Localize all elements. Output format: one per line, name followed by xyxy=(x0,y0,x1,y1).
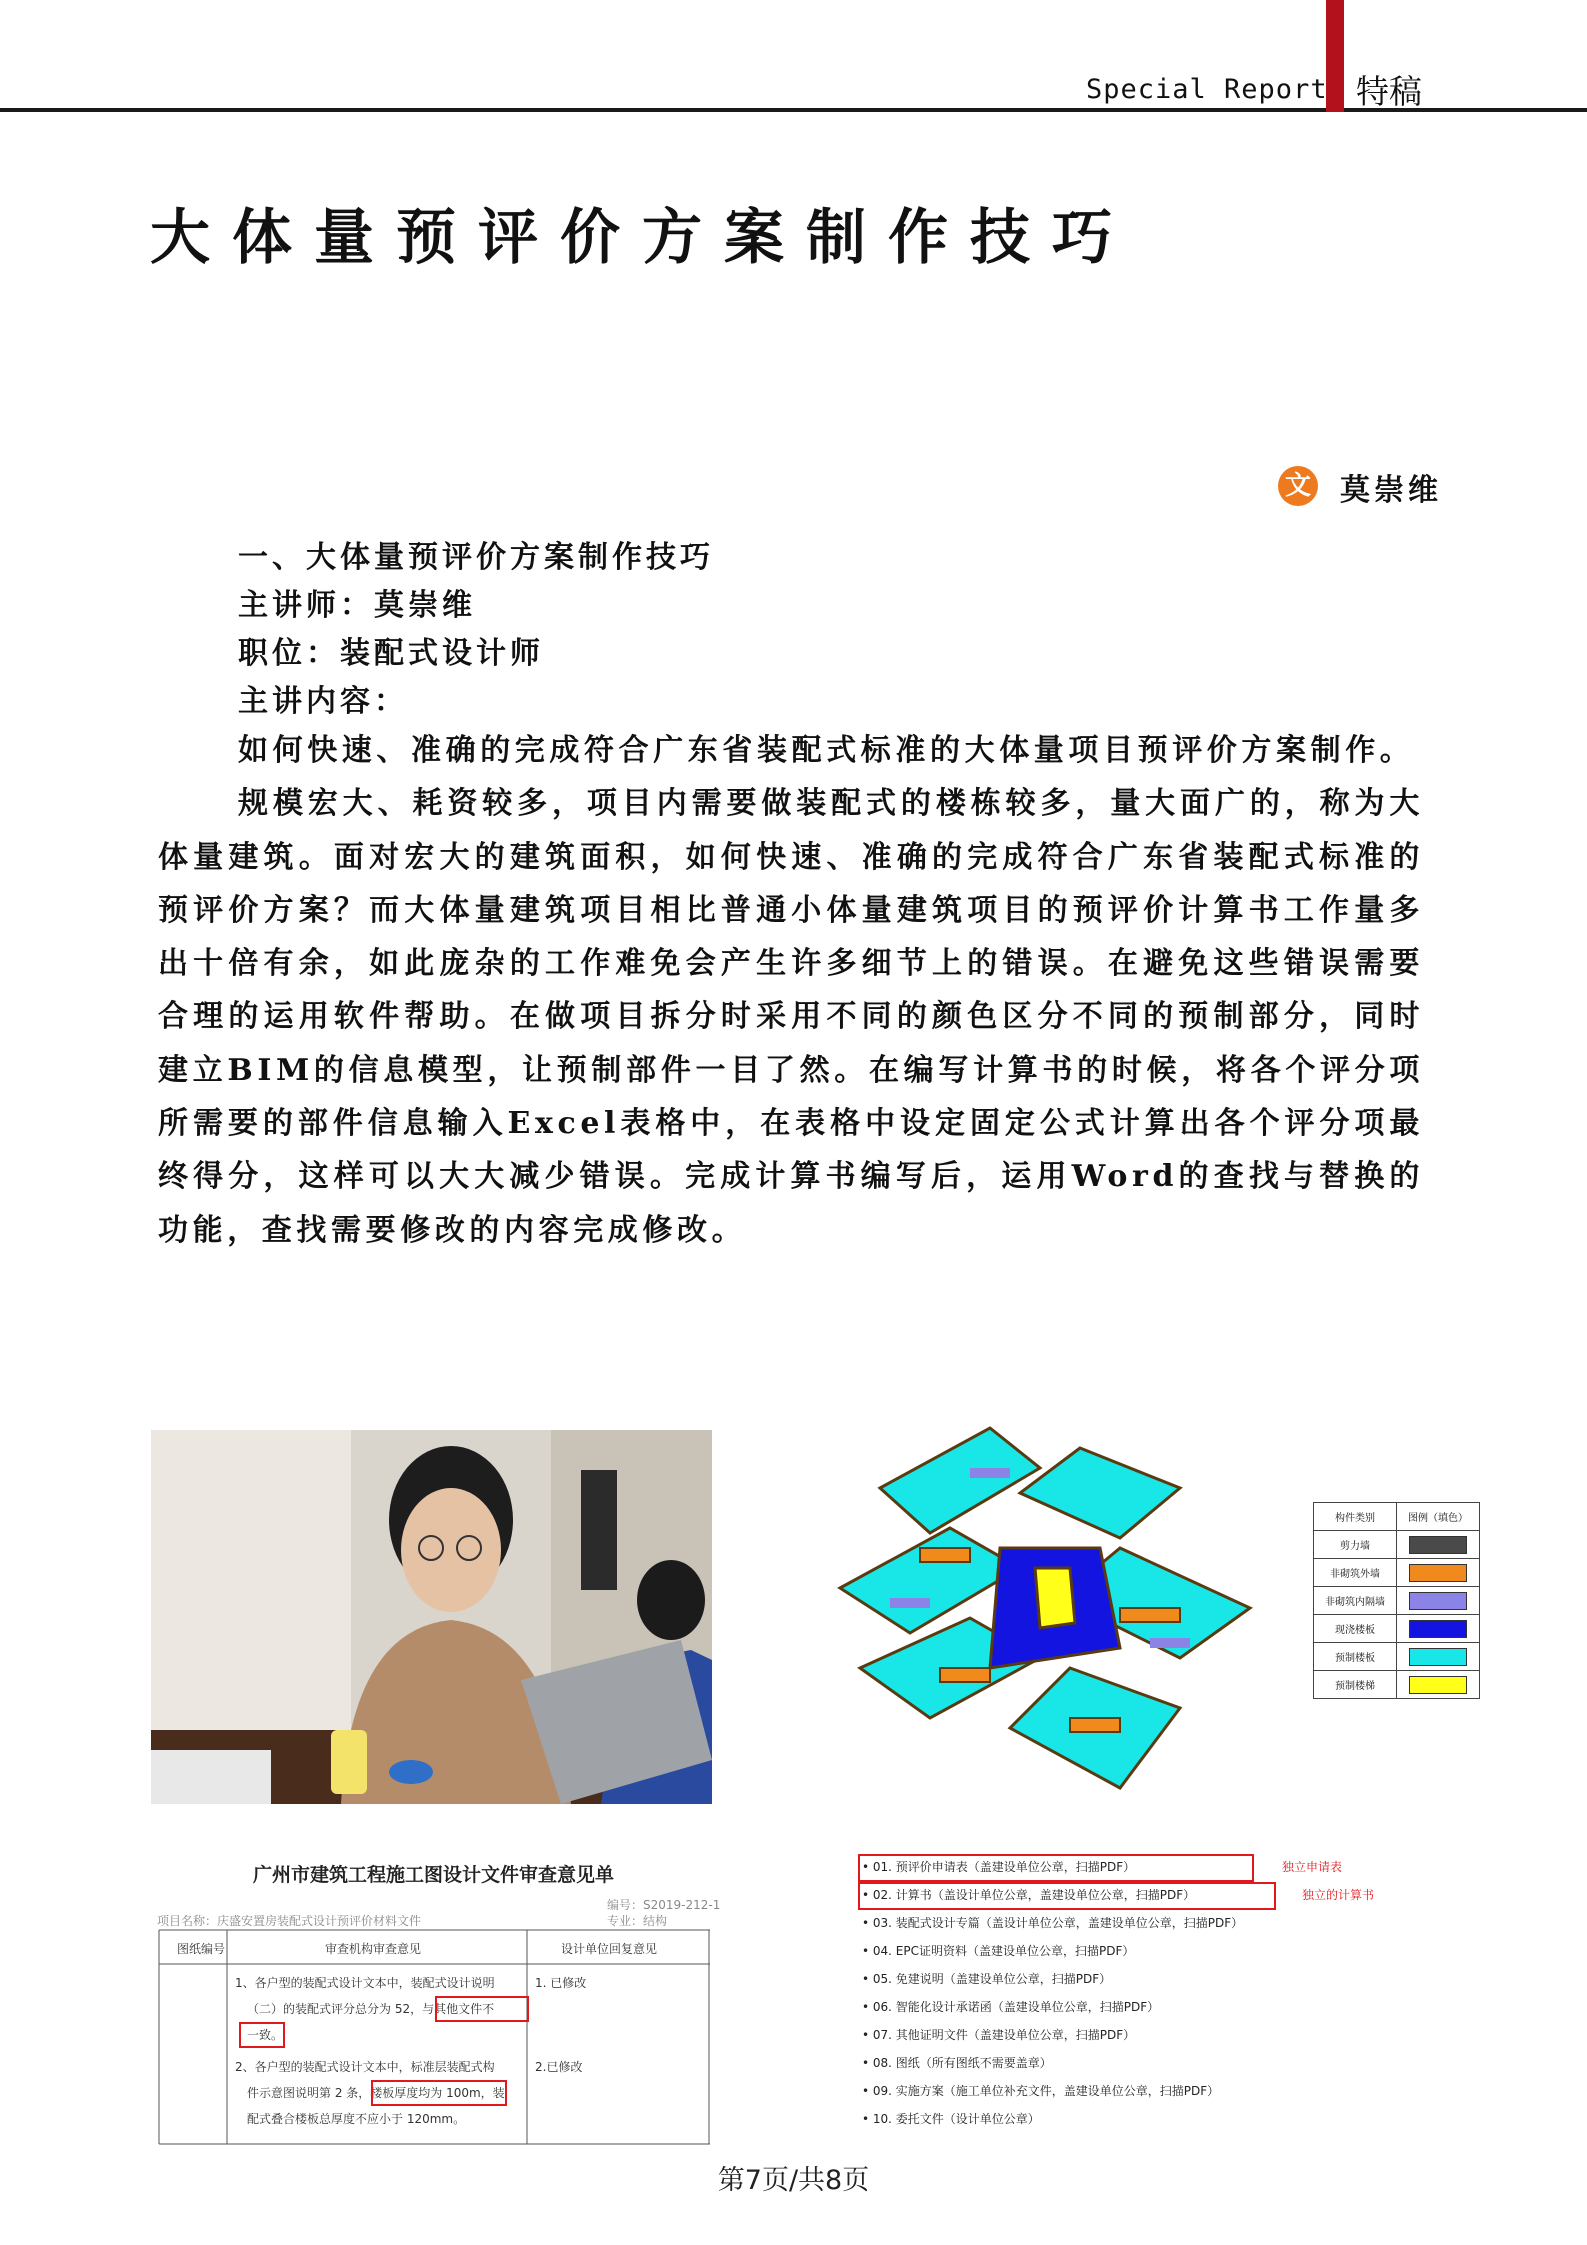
speaker-line: 主讲师：莫崇维 xyxy=(238,588,476,623)
opinion-line: （二）的装配式评分总分为 52，与其他文件不 xyxy=(247,2002,495,2016)
col-header: 图纸编号 xyxy=(177,1942,226,1956)
article-title: 大体量预评价方案制作技巧 xyxy=(150,203,1134,273)
legend-label: 剪力墙 xyxy=(1314,1531,1397,1559)
section-label-english: Special Report xyxy=(1086,74,1328,105)
legend-swatch xyxy=(1409,1592,1467,1610)
col-header: 审查机构审查意见 xyxy=(325,1942,422,1956)
checklist-item: • 01. 预评价申请表（盖建设单位公章，扫描PDF） xyxy=(862,1860,1136,1874)
highlight-box xyxy=(371,2080,507,2106)
reply-line: 1. 已修改 xyxy=(535,1976,587,1990)
author-name: 莫崇维 xyxy=(1340,473,1442,508)
speaker-photo xyxy=(151,1430,712,1804)
opinion-line: 1、各户型的装配式设计文本中，装配式设计说明 xyxy=(235,1976,495,1990)
opinion-line: 2、各户型的装配式设计文本中，标准层装配式构 xyxy=(235,2060,495,2074)
checklist-item: • 09. 实施方案（施工单位补充文件，盖建设单位公章，扫描PDF） xyxy=(862,2084,1220,2098)
bim-model-image xyxy=(820,1408,1300,1828)
content-label: 主讲内容： xyxy=(238,684,408,719)
col-header: 设计单位回复意见 xyxy=(561,1942,658,1956)
checklist-item: • 10. 委托文件（设计单位公章） xyxy=(862,2112,1040,2126)
checklist-item: • 03. 装配式设计专篇（盖设计单位公章，盖建设单位公章，扫描PDF） xyxy=(862,1916,1244,1930)
form-title: 广州市建筑工程施工图设计文件审查意见单 xyxy=(252,1864,614,1886)
form-major: 专业：结构 xyxy=(607,1914,668,1928)
section-label-chinese: 特稿 xyxy=(1356,72,1422,111)
legend-swatch xyxy=(1409,1620,1467,1638)
article-body xyxy=(158,724,1424,1257)
checklist-item: • 06. 智能化设计承诺函（盖建设单位公章，扫描PDF） xyxy=(862,2000,1160,2014)
checklist-note: 独立的计算书 xyxy=(1302,1888,1375,1902)
checklist-item: • 08. 图纸（所有图纸不需要盖章） xyxy=(862,2056,1052,2070)
position-line: 职位：装配式设计师 xyxy=(238,636,544,671)
highlight-box xyxy=(239,2022,285,2048)
legend-table xyxy=(1313,1502,1480,1699)
checklist-item: • 04. EPC证明资料（盖建设单位公章，扫描PDF） xyxy=(862,1944,1135,1958)
checklist-item: • 05. 免建说明（盖建设单位公章，扫描PDF） xyxy=(862,1972,1112,1986)
form-number: 编号：S2019-212-1 xyxy=(607,1898,721,1912)
checklist-item: • 07. 其他证明文件（盖建设单位公章，扫描PDF） xyxy=(862,2028,1136,2042)
opinion-line: 配式叠合楼板总厚度不应小于 120mm。 xyxy=(247,2112,466,2126)
highlight-box xyxy=(435,1996,529,2022)
legend-header: 构件类别 xyxy=(1314,1503,1397,1531)
legend-label: 现浇楼板 xyxy=(1314,1615,1397,1643)
submission-checklist-image xyxy=(862,1858,1382,2140)
legend-swatch xyxy=(1409,1564,1467,1582)
reply-line: 2.已修改 xyxy=(535,2060,583,2074)
legend-swatch xyxy=(1409,1676,1467,1694)
legend-label: 预制楼梯 xyxy=(1314,1671,1397,1699)
page-number: 第7页/共8页 xyxy=(717,2165,870,2196)
paragraph: 如何快速、准确的完成符合广东省装配式标准的大体量项目预评价方案制作。 xyxy=(238,733,1415,768)
legend-swatch xyxy=(1409,1648,1467,1666)
checklist-note: 独立申请表 xyxy=(1282,1860,1343,1874)
checklist-item: • 02. 计算书（盖设计单位公章，盖建设单位公章，扫描PDF） xyxy=(862,1888,1196,1902)
header-rule xyxy=(0,108,1587,112)
legend-label: 非砌筑内隔墙 xyxy=(1314,1587,1397,1615)
paragraph: 规模宏大、耗资较多，项目内需要做装配式的楼栋较多，量大面广的，称为大体量建筑。面对宏大的建筑面积，如何快速、准确的完成符合广东省装配式标准的预评价方案？而大体量建筑项目相比普通小体量建筑项目的预评价计算书工作量多出十倍有余，如此庞杂的工作难免会产生许多细节上的错误。在避免这些错误需要合理的运用软件帮助。在做项目拆分时采用不同的颜色区分不同的预制部分，同时建立BIM的信息模型，让预制部件一目了然。在编写计算书的时候，将各个评分项所需要的部件信息输入Excel表格中，在表格中设定固定公式计算出各个评分项最终得分，这样可以大大减少错误。完成计算书编写后，运用Word的查找与替换的功能，查找需要修改的内容完成修改。 xyxy=(158,786,1424,1248)
legend-header: 图例（填色） xyxy=(1397,1503,1480,1531)
review-form-image xyxy=(157,1856,721,2146)
opinion-line: 件示意图说明第 2 条，楼板厚度均为 100m，装 xyxy=(247,2086,505,2100)
section-heading: 一、大体量预评价方案制作技巧 xyxy=(238,540,714,575)
author-badge-icon: 文 xyxy=(1278,466,1318,506)
form-project: 项目名称：庆盛安置房装配式设计预评价材料文件 xyxy=(157,1914,422,1928)
legend-swatch xyxy=(1409,1536,1467,1554)
legend-label: 非砌筑外墙 xyxy=(1314,1559,1397,1587)
legend-label: 预制楼板 xyxy=(1314,1643,1397,1671)
header-red-bar xyxy=(1326,0,1344,112)
opinion-line: 一致。 xyxy=(247,2028,284,2042)
